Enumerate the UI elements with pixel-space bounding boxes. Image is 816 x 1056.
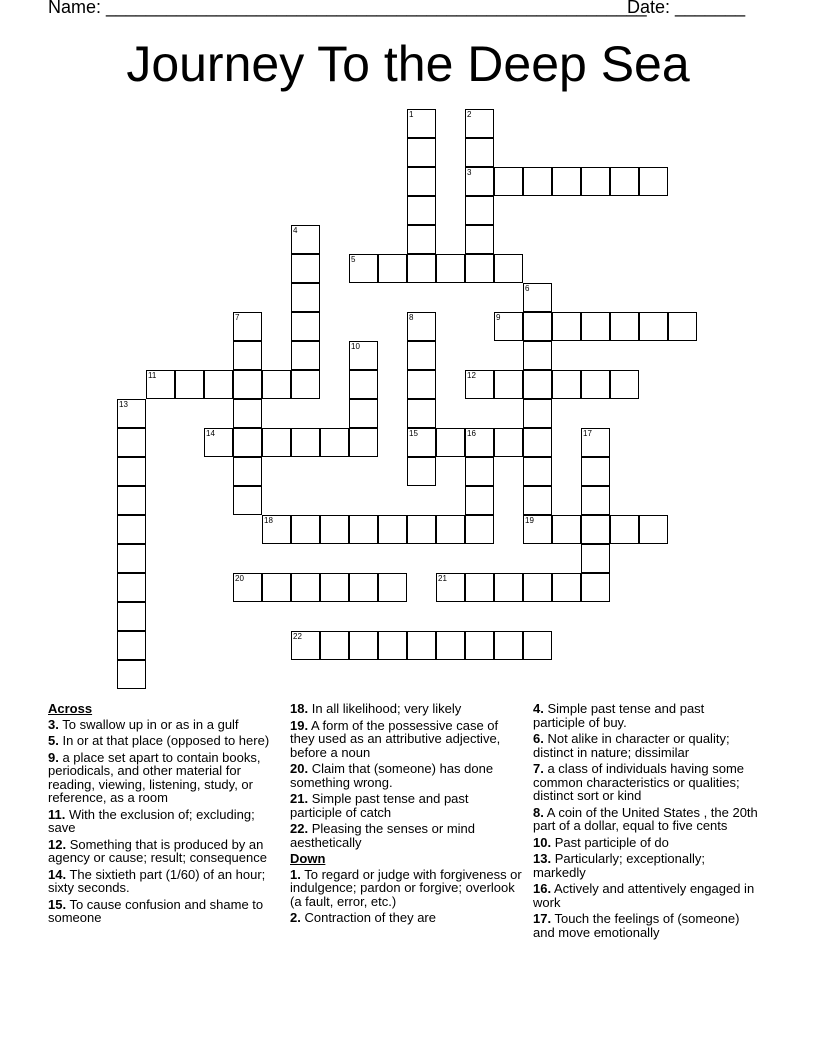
- clues-column-3: [533, 702, 759, 942]
- grid-cell[interactable]: [407, 399, 436, 428]
- grid-cell[interactable]: [320, 631, 349, 660]
- grid-cell[interactable]: [349, 399, 378, 428]
- grid-cell[interactable]: [523, 573, 552, 602]
- grid-cell[interactable]: [378, 254, 407, 283]
- grid-cell[interactable]: [262, 515, 291, 544]
- clue-across-22[interactable]: [290, 822, 522, 849]
- grid-cell[interactable]: [436, 515, 465, 544]
- grid-cell[interactable]: [436, 631, 465, 660]
- clue-number-label: 13: [119, 400, 128, 409]
- grid-cell[interactable]: [465, 109, 494, 138]
- grid-cell[interactable]: [639, 515, 668, 544]
- clue-number-label: 15: [409, 429, 418, 438]
- grid-cell[interactable]: [610, 370, 639, 399]
- grid-cell[interactable]: [291, 573, 320, 602]
- grid-cell[interactable]: [465, 370, 494, 399]
- grid-cell[interactable]: [204, 428, 233, 457]
- clue-across-5[interactable]: [48, 734, 280, 748]
- clue-down-16[interactable]: [533, 882, 759, 909]
- clue-number-label: 10: [351, 342, 360, 351]
- grid-cell[interactable]: [349, 515, 378, 544]
- grid-cell[interactable]: [465, 167, 494, 196]
- clue-down-6[interactable]: [533, 732, 759, 759]
- clue-down-7[interactable]: [533, 762, 759, 803]
- down-heading: Down: [290, 851, 326, 866]
- clue-number-label: 22: [293, 632, 302, 641]
- grid-cell[interactable]: [523, 370, 552, 399]
- grid-cell[interactable]: [668, 312, 697, 341]
- grid-cell[interactable]: [523, 486, 552, 515]
- clue-number-label: 8: [409, 313, 414, 322]
- grid-cell[interactable]: [523, 167, 552, 196]
- grid-cell[interactable]: [291, 515, 320, 544]
- grid-cell[interactable]: [291, 341, 320, 370]
- clue-number: 5.: [48, 733, 59, 748]
- grid-cell[interactable]: [233, 486, 262, 515]
- clue-number: 7.: [533, 761, 544, 776]
- grid-cell[interactable]: [581, 573, 610, 602]
- grid-cell[interactable]: [407, 196, 436, 225]
- clue-number-label: 19: [525, 516, 534, 525]
- grid-cell[interactable]: [581, 544, 610, 573]
- grid-cell[interactable]: [610, 167, 639, 196]
- grid-cell[interactable]: [233, 399, 262, 428]
- clue-number: 14.: [48, 866, 67, 882]
- grid-cell[interactable]: [262, 573, 291, 602]
- clue-number: 3.: [48, 716, 59, 732]
- grid-cell[interactable]: [465, 457, 494, 486]
- grid-cell[interactable]: [349, 631, 378, 660]
- clue-number-label: 16: [467, 429, 476, 438]
- clue-number: 15.: [48, 896, 67, 912]
- grid-cell[interactable]: [581, 428, 610, 457]
- grid-cell[interactable]: [436, 573, 465, 602]
- clue-number: 22.: [290, 821, 309, 836]
- grid-cell[interactable]: [117, 399, 146, 428]
- grid-cell[interactable]: [523, 341, 552, 370]
- grid-cell[interactable]: [233, 457, 262, 486]
- clue-text: Past participle of do: [554, 834, 669, 850]
- grid-cell[interactable]: [494, 254, 523, 283]
- grid-cell[interactable]: [465, 486, 494, 515]
- grid-cell[interactable]: [320, 573, 349, 602]
- grid-cell[interactable]: [146, 370, 175, 399]
- clue-number: 8.: [533, 804, 544, 820]
- grid-cell[interactable]: [552, 167, 581, 196]
- clue-number-label: 21: [438, 574, 447, 583]
- clue-text: Simple past tense and past participle of buy.: [533, 701, 705, 730]
- clues-column-1: [48, 702, 280, 928]
- grid-cell[interactable]: [233, 370, 262, 399]
- clue-number-label: 7: [235, 313, 240, 322]
- clue-text: With the exclusion of; excluding; save: [48, 806, 255, 835]
- grid-cell[interactable]: [523, 631, 552, 660]
- grid-cell[interactable]: [117, 631, 146, 660]
- clue-text: Contraction of they are: [304, 910, 436, 925]
- clue-across-18[interactable]: [290, 702, 522, 716]
- grid-cell[interactable]: [407, 370, 436, 399]
- grid-cell[interactable]: [349, 370, 378, 399]
- grid-cell[interactable]: [407, 138, 436, 167]
- clue-number-label: 14: [206, 429, 215, 438]
- clue-text: To regard or judge with forgiveness or indulgence; pardon or forgive; overlook (a fault, error, etc.): [290, 866, 522, 909]
- clue-down-10[interactable]: [533, 836, 759, 850]
- grid-cell[interactable]: [233, 428, 262, 457]
- clue-number-label: 18: [264, 516, 273, 525]
- grid-cell[interactable]: [320, 428, 349, 457]
- grid-cell[interactable]: [378, 515, 407, 544]
- grid-cell[interactable]: [465, 631, 494, 660]
- grid-cell[interactable]: [233, 312, 262, 341]
- grid-cell[interactable]: [407, 225, 436, 254]
- grid-cell[interactable]: [465, 196, 494, 225]
- grid-cell[interactable]: [291, 225, 320, 254]
- grid-cell[interactable]: [465, 515, 494, 544]
- grid-cell[interactable]: [436, 428, 465, 457]
- clue-down-8[interactable]: [533, 806, 759, 833]
- grid-cell[interactable]: [117, 457, 146, 486]
- grid-cell[interactable]: [639, 167, 668, 196]
- clue-number-label: 9: [496, 313, 501, 322]
- grid-cell[interactable]: [117, 660, 146, 689]
- clue-text: a place set apart to contain books, periodicals, and other material for reading, viewing, listening, study, or reference, as a room: [48, 749, 261, 805]
- grid-cell[interactable]: [494, 370, 523, 399]
- grid-cell[interactable]: [378, 631, 407, 660]
- grid-cell[interactable]: [291, 312, 320, 341]
- clue-text: In or at that place (opposed to here): [62, 733, 270, 748]
- clue-number-label: 3: [467, 168, 472, 177]
- clue-across-9[interactable]: [48, 751, 280, 805]
- clue-number-label: 11: [148, 371, 157, 380]
- clue-across-19[interactable]: [290, 719, 522, 760]
- grid-cell[interactable]: [494, 573, 523, 602]
- clue-text: Touch the feelings of (someone) and move emotionally: [533, 911, 740, 940]
- clue-text: Simple past tense and past participle of catch: [290, 791, 469, 820]
- clues-column-2: [290, 702, 522, 928]
- grid-cell[interactable]: [349, 254, 378, 283]
- clue-across-3[interactable]: [48, 718, 280, 732]
- clue-text: Particularly; exceptionally; markedly: [533, 851, 705, 880]
- clue-text: A coin of the United States , the 20th part of a dollar, equal to five cents: [533, 804, 758, 833]
- clue-number: 21.: [290, 791, 309, 806]
- clue-number: 1.: [290, 866, 301, 882]
- clue-text: Not alike in character or quality; distinct in nature; dissimilar: [533, 731, 730, 760]
- clue-text: In all likelihood; very likely: [311, 701, 462, 716]
- grid-cell[interactable]: [523, 457, 552, 486]
- clue-text: A form of the possessive case of they used as an attributive adjective, before a noun: [290, 717, 501, 760]
- grid-cell[interactable]: [610, 515, 639, 544]
- clue-down-17[interactable]: [533, 912, 759, 939]
- grid-cell[interactable]: [349, 428, 378, 457]
- grid-cell[interactable]: [465, 225, 494, 254]
- grid-cell[interactable]: [117, 544, 146, 573]
- grid-cell[interactable]: [465, 428, 494, 457]
- grid-cell[interactable]: [581, 486, 610, 515]
- clue-number-label: 5: [351, 255, 356, 264]
- puzzle-title: Journey To the Deep Sea: [126, 36, 690, 92]
- clue-across-12[interactable]: [48, 838, 280, 865]
- grid-cell[interactable]: [465, 254, 494, 283]
- clue-number-label: 4: [293, 226, 298, 235]
- clue-across-11[interactable]: [48, 808, 280, 835]
- grid-cell[interactable]: [407, 341, 436, 370]
- grid-cell[interactable]: [117, 602, 146, 631]
- grid-cell[interactable]: [349, 341, 378, 370]
- across-heading: Across: [48, 701, 93, 716]
- clue-number: 4.: [533, 701, 544, 716]
- grid-cell[interactable]: [378, 573, 407, 602]
- clue-number: 18.: [290, 701, 309, 716]
- clue-text: Actively and attentively engaged in work: [533, 881, 755, 910]
- clue-text: Pleasing the senses or mind aesthetically: [290, 821, 476, 850]
- clue-number-label: 12: [467, 371, 476, 380]
- grid-cell[interactable]: [262, 370, 291, 399]
- grid-cell[interactable]: [291, 370, 320, 399]
- clue-number: 9.: [48, 749, 59, 765]
- clue-down-1[interactable]: [290, 868, 522, 909]
- clue-text: The sixtieth part (1/60) of an hour; sixty seconds.: [48, 866, 266, 895]
- clue-number: 11.: [48, 806, 66, 822]
- clue-number-label: 2: [467, 110, 472, 119]
- grid-cell[interactable]: [581, 312, 610, 341]
- date-field[interactable]: Date: _______: [627, 0, 746, 17]
- clue-number: 10.: [533, 834, 552, 850]
- clue-number-label: 17: [583, 429, 592, 438]
- grid-cell[interactable]: [320, 515, 349, 544]
- clue-across-21[interactable]: [290, 792, 522, 819]
- grid-cell[interactable]: [494, 631, 523, 660]
- grid-cell[interactable]: [523, 428, 552, 457]
- grid-cell[interactable]: [407, 457, 436, 486]
- grid-cell[interactable]: [262, 428, 291, 457]
- grid-cell[interactable]: [552, 312, 581, 341]
- name-field[interactable]: Name: ______________________________________________________: [48, 0, 647, 17]
- grid-cell[interactable]: [581, 515, 610, 544]
- grid-cell[interactable]: [233, 573, 262, 602]
- grid-cell[interactable]: [291, 283, 320, 312]
- clue-across-20[interactable]: [290, 762, 522, 789]
- clue-number: 6.: [533, 731, 544, 746]
- clue-number: 12.: [48, 836, 67, 852]
- grid-cell[interactable]: [494, 312, 523, 341]
- grid-cell[interactable]: [494, 428, 523, 457]
- grid-cell[interactable]: [465, 573, 494, 602]
- grid-cell[interactable]: [494, 167, 523, 196]
- grid-cell[interactable]: [581, 457, 610, 486]
- grid-cell[interactable]: [407, 312, 436, 341]
- grid-cell[interactable]: [407, 428, 436, 457]
- grid-cell[interactable]: [407, 515, 436, 544]
- grid-cell[interactable]: [117, 486, 146, 515]
- grid-cell[interactable]: [407, 631, 436, 660]
- clue-down-13[interactable]: [533, 852, 759, 879]
- grid-cell[interactable]: [552, 573, 581, 602]
- grid-cell[interactable]: [349, 573, 378, 602]
- clue-number: 17.: [533, 911, 552, 926]
- clue-number: 20.: [290, 761, 309, 776]
- grid-cell[interactable]: [523, 283, 552, 312]
- clue-text: a class of individuals having some common characteristics or qualities; distinct sort or kind: [533, 761, 745, 803]
- grid-cell[interactable]: [233, 341, 262, 370]
- grid-cell[interactable]: [407, 109, 436, 138]
- grid-cell[interactable]: [291, 428, 320, 457]
- clue-text: Something that is produced by an agency or cause; result; consequence: [48, 836, 267, 865]
- grid-cell[interactable]: [552, 370, 581, 399]
- grid-cell[interactable]: [523, 312, 552, 341]
- grid-cell[interactable]: [581, 370, 610, 399]
- grid-cell[interactable]: [639, 312, 668, 341]
- clue-number-label: 6: [525, 284, 530, 293]
- grid-cell[interactable]: [552, 515, 581, 544]
- clue-number: 16.: [533, 881, 552, 896]
- grid-cell[interactable]: [291, 254, 320, 283]
- clue-down-2[interactable]: [290, 911, 522, 925]
- clue-down-4[interactable]: [533, 702, 759, 729]
- grid-cell[interactable]: [407, 167, 436, 196]
- clue-number-label: 1: [409, 110, 414, 119]
- grid-cell[interactable]: [117, 428, 146, 457]
- clue-across-15[interactable]: [48, 898, 280, 925]
- grid-cell[interactable]: [436, 254, 465, 283]
- grid-cell[interactable]: [291, 631, 320, 660]
- clue-text: To swallow up in or as in a gulf: [62, 716, 239, 732]
- clue-text: To cause confusion and shame to someone: [48, 896, 264, 925]
- clue-number: 13.: [533, 851, 552, 866]
- grid-cell[interactable]: [523, 399, 552, 428]
- grid-cell[interactable]: [117, 573, 146, 602]
- clue-number: 2.: [290, 910, 301, 925]
- grid-cell[interactable]: [407, 254, 436, 283]
- grid-cell[interactable]: [117, 515, 146, 544]
- clue-number: 19.: [290, 717, 309, 733]
- clue-across-14[interactable]: [48, 868, 280, 895]
- grid-cell[interactable]: [204, 370, 233, 399]
- grid-cell[interactable]: [175, 370, 204, 399]
- clue-text: Claim that (someone) has done something wrong.: [290, 761, 494, 790]
- grid-cell[interactable]: [523, 515, 552, 544]
- grid-cell[interactable]: [581, 167, 610, 196]
- grid-cell[interactable]: [465, 138, 494, 167]
- clue-number-label: 20: [235, 574, 244, 583]
- grid-cell[interactable]: [610, 312, 639, 341]
